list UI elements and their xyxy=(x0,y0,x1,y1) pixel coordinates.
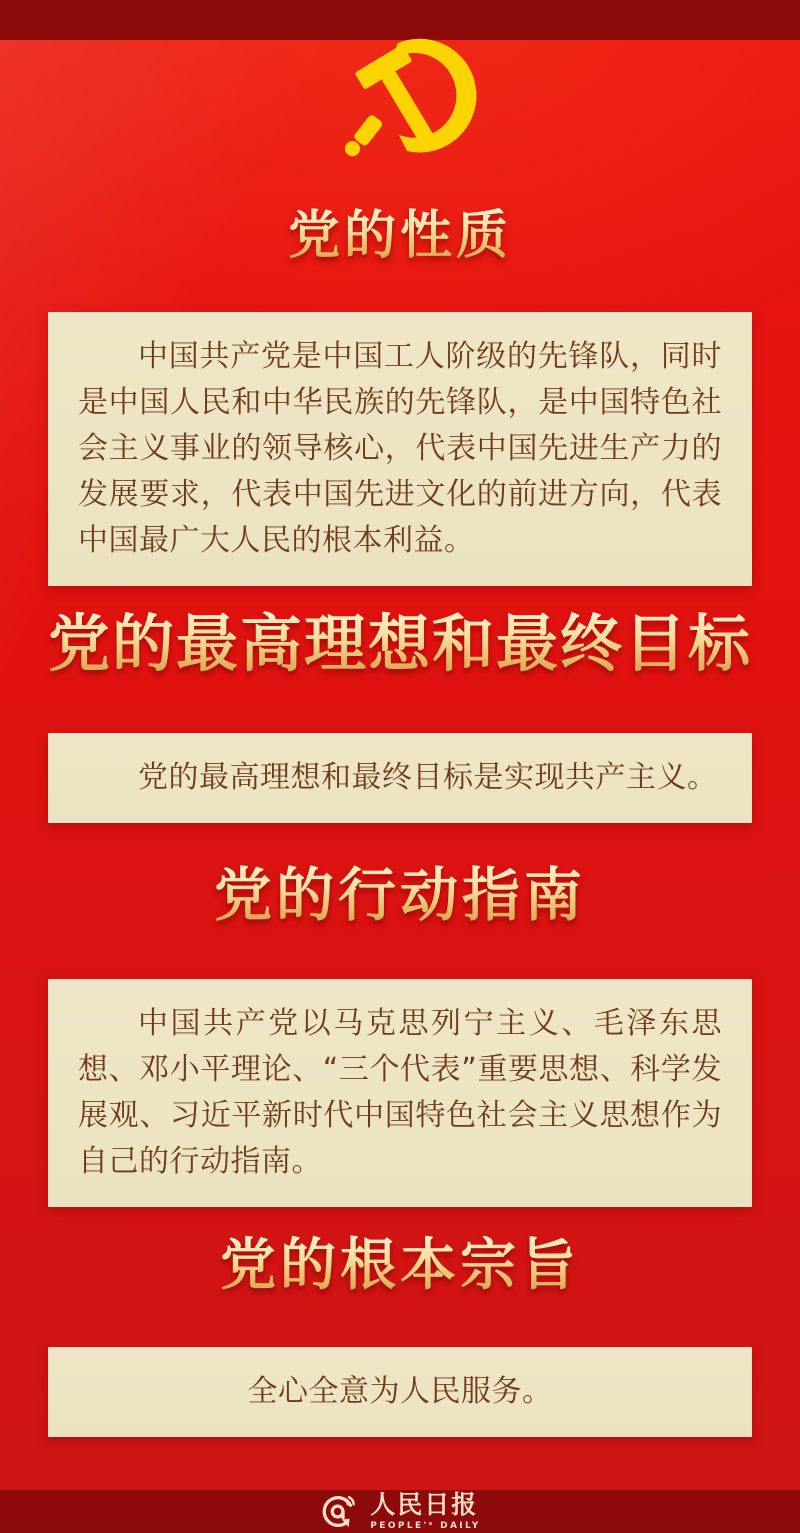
section-body-text: 党的最高理想和最终目标是实现共产主义。 xyxy=(138,760,718,796)
section-title: 党的性质 xyxy=(0,206,800,268)
poster-section xyxy=(0,206,800,586)
at-megaphone-icon xyxy=(319,1491,361,1533)
section-card xyxy=(48,1347,752,1437)
section-card xyxy=(48,733,752,823)
section-body-text: 全心全意为人民服务。 xyxy=(247,1373,553,1409)
peoples-daily-logo xyxy=(0,1491,800,1533)
section-body-text: 中国共产党是中国工人阶级的先锋队，同时是中国人民和中华民族的先锋队，是中国特色社会主义事业的领导核心，代表中国先进生产力的发展要求，代表中国先进文化的前进方向，代表中国最广大人民的根本利益。 xyxy=(78,338,722,558)
party-emblem-icon xyxy=(342,40,458,160)
poster-section xyxy=(0,861,800,1207)
section-title: 党的最高理想和最终目标 xyxy=(0,608,800,682)
logo-cn-label: 人民日报 xyxy=(370,1490,479,1520)
section-card xyxy=(48,312,752,586)
section-body-text: 中国共产党以马克思列宁主义、毛泽东思想、邓小平理论、“三个代表”重要思想、科学发展观、习近平新时代中国特色社会主义思想作为自己的行动指南。 xyxy=(78,1006,722,1180)
logo-en-label: PEOPLE'ˢ DAILY xyxy=(370,1521,481,1532)
poster-section xyxy=(0,1233,800,1437)
logo-text-block xyxy=(370,1492,480,1531)
section-card xyxy=(48,979,752,1207)
section-title: 党的根本宗旨 xyxy=(0,1233,800,1300)
poster-section xyxy=(0,608,800,824)
poster-page xyxy=(0,40,800,1532)
section-title: 党的行动指南 xyxy=(0,861,800,931)
sections-container xyxy=(0,206,800,1437)
